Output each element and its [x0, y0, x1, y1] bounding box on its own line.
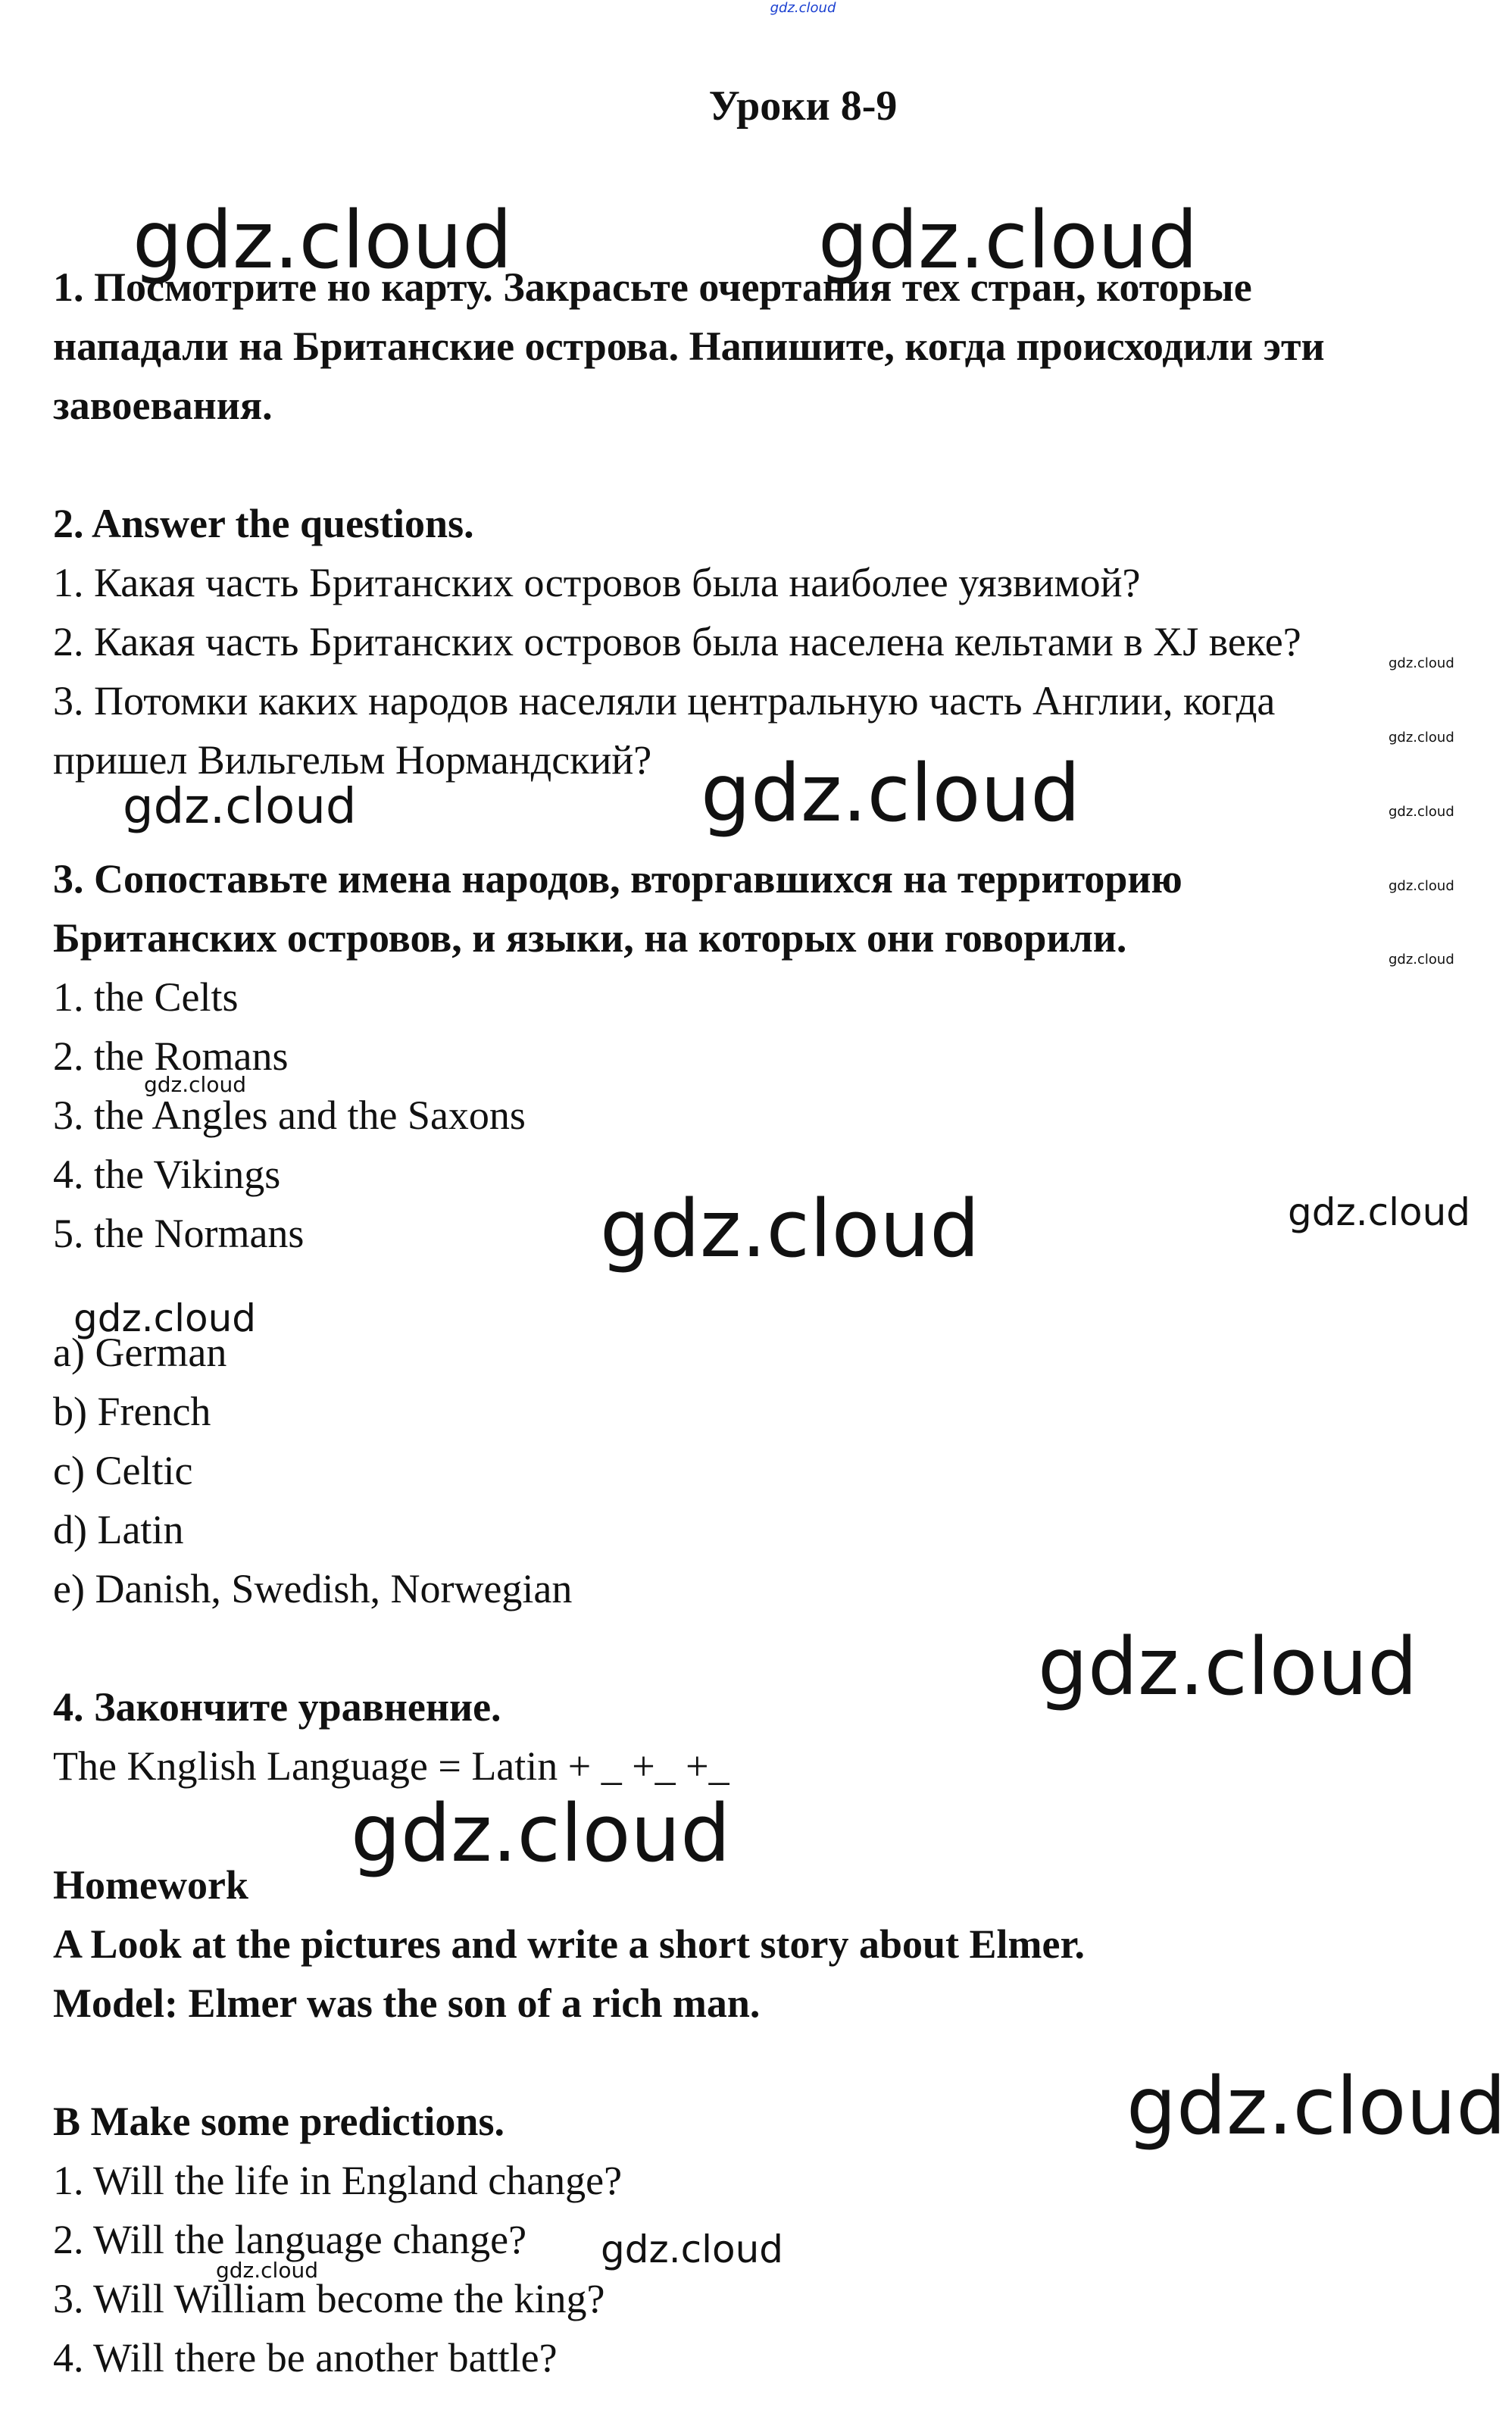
watermark: gdz.cloud [1389, 804, 1454, 820]
watermark: gdz.cloud [133, 194, 513, 286]
watermark: gdz.cloud [1038, 1621, 1418, 1713]
watermark: gdz.cloud [1126, 2060, 1507, 2152]
watermark: gdz.cloud [351, 1787, 731, 1880]
people-item: 2. the Romans [53, 1033, 289, 1079]
task2-question-3: 3. Потомки каких народов населяли центральную часть Англии, когда [53, 678, 1276, 724]
task4-equation: The Knglish Language = Latin + _ +_ +_ [53, 1743, 729, 1789]
task1-line-2: нападали на Британские острова. Напишите, когда происходили эти [53, 324, 1325, 369]
task3-heading-1: 3. Сопоставьте имена народов, вторгавшихся на территорию [53, 856, 1182, 902]
watermark: gdz.cloud [1389, 952, 1454, 967]
language-item: b) French [53, 1389, 211, 1434]
homework-heading: Homework [53, 1862, 248, 1908]
language-item: c) Celtic [53, 1448, 193, 1493]
people-item: 1. the Celts [53, 974, 239, 1020]
homework-task-a: A Look at the pictures and write a short story about Elmer. [53, 1921, 1085, 1967]
page-title: Уроки 8-9 [708, 83, 898, 130]
prediction-question: 2. Will the language change? [53, 2217, 527, 2262]
top-watermark: gdz.cloud [770, 0, 836, 16]
watermark: gdz.cloud [601, 2227, 784, 2271]
prediction-question: 3. Will William become the king? [53, 2276, 605, 2321]
watermark: gdz.cloud [216, 2258, 318, 2283]
people-item: 3. the Angles and the Saxons [53, 1093, 526, 1138]
watermark: gdz.cloud [1288, 1190, 1471, 1234]
task4-heading: 4. Закончите уравнение. [53, 1684, 501, 1730]
watermark: gdz.cloud [1389, 730, 1454, 746]
task2-question-3-cont: пришел Вильгельм Нормандский? [53, 737, 652, 783]
homework-task-b: B Make some predictions. [53, 2099, 505, 2144]
watermark: gdz.cloud [1389, 655, 1454, 671]
language-item: d) Latin [53, 1507, 184, 1552]
watermark: gdz.cloud [701, 747, 1081, 839]
task3-heading-2: Британских островов, и языки, на которых они говорили. [53, 915, 1127, 961]
people-item: 4. the Vikings [53, 1152, 281, 1197]
watermark: gdz.cloud [600, 1183, 980, 1275]
watermark: gdz.cloud [1389, 878, 1454, 894]
watermark: gdz.cloud [73, 1296, 257, 1340]
watermark: gdz.cloud [144, 1072, 246, 1097]
task2-question-1: 1. Какая часть Британских островов была наиболее уязвимой? [53, 560, 1141, 605]
language-item: a) German [53, 1330, 227, 1375]
homework-model: Model: Elmer was the son of a rich man. [53, 1980, 761, 2026]
task2-heading: 2. Answer the questions. [53, 501, 474, 546]
watermark: gdz.cloud [818, 194, 1198, 286]
watermark: gdz.cloud [123, 779, 357, 835]
language-item: e) Danish, Swedish, Norwegian [53, 1566, 573, 1611]
prediction-question: 1. Will the life in England change? [53, 2158, 623, 2203]
task2-question-2: 2. Какая часть Британских островов была населена кельтами в XJ веке? [53, 619, 1301, 664]
task1-line-1: 1. Посмотрите но карту. Закрасьте очертания тех стран, которые [53, 264, 1252, 310]
prediction-question: 4. Will there be another battle? [53, 2335, 558, 2380]
task1-line-3: завоевания. [53, 383, 273, 428]
people-item: 5. the Normans [53, 1211, 305, 1256]
